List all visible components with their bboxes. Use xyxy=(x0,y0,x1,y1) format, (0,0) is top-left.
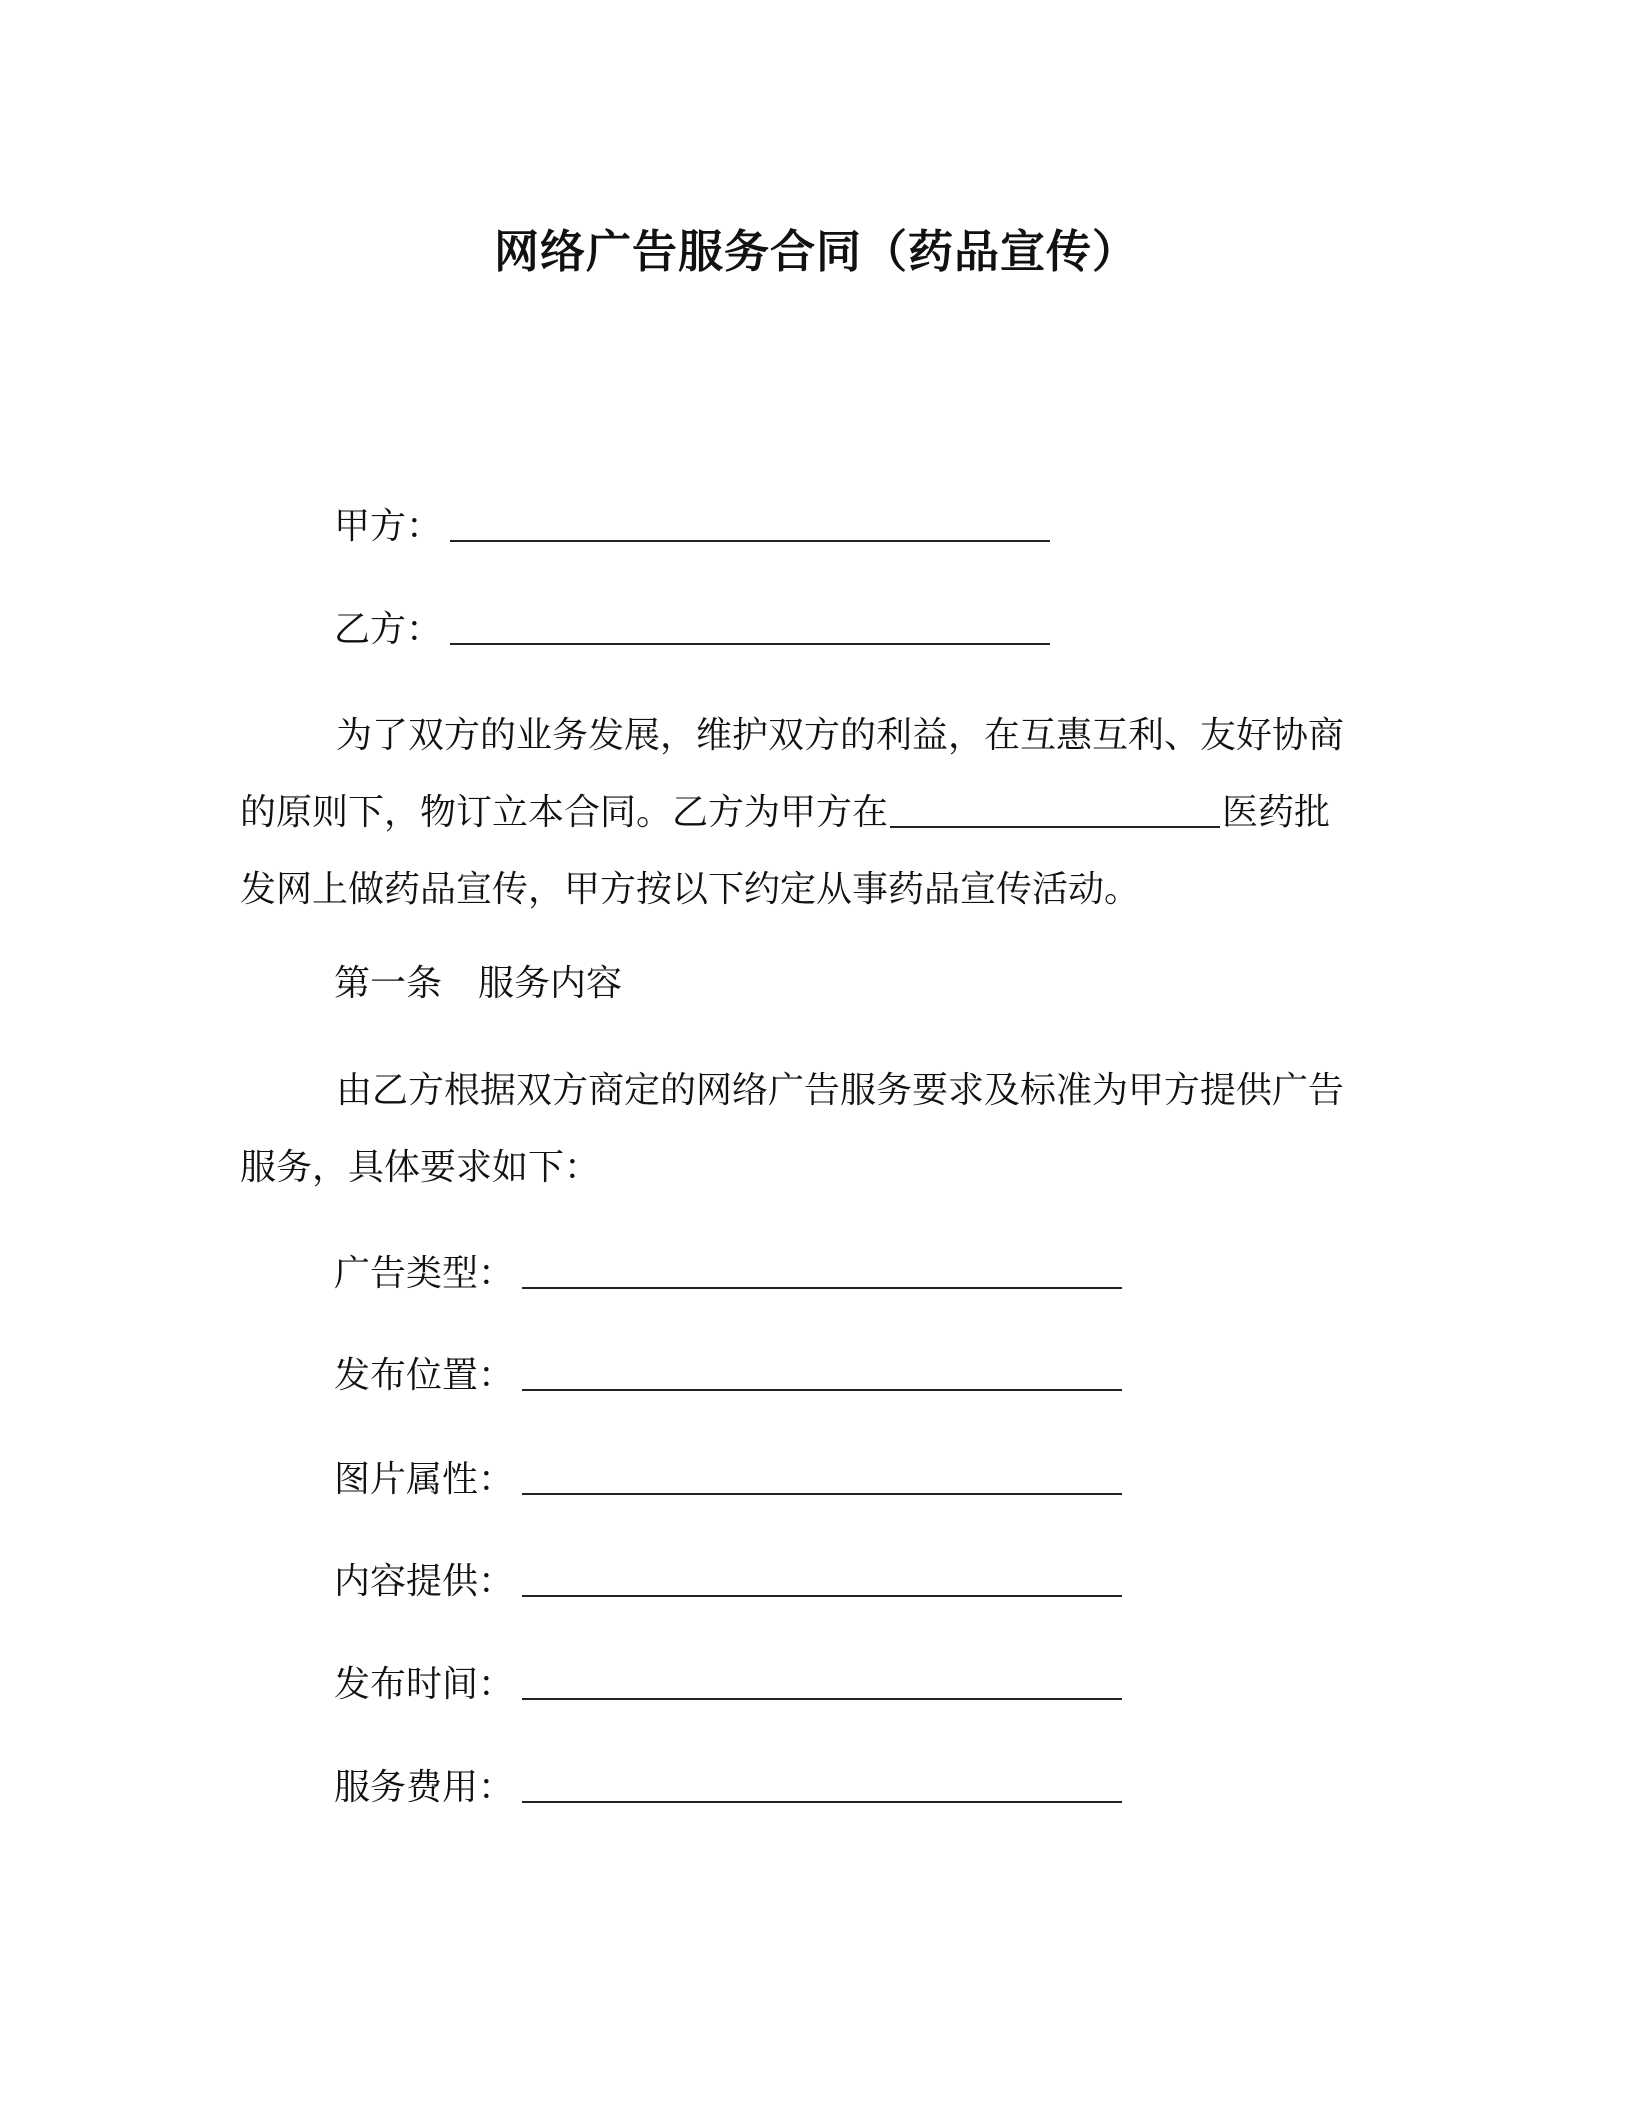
party-b-line xyxy=(334,606,1050,654)
intro-line-2-before: 的原则下，物订立本合同。乙方为甲方在 xyxy=(240,792,889,833)
field-blank[interactable] xyxy=(522,1668,1122,1700)
party-b-label: 乙方： xyxy=(334,609,443,650)
field-label: 图片属性： xyxy=(334,1459,515,1500)
pharma-site-blank[interactable] xyxy=(890,796,1220,828)
field-blank[interactable] xyxy=(522,1771,1122,1803)
field-publish-time xyxy=(334,1661,1122,1709)
article-1-body-line-1: 由乙方根据双方商定的网络广告服务要求及标准为甲方提供广告 xyxy=(336,1070,1345,1111)
intro-line-3: 发网上做药品宣传，甲方按以下约定从事药品宣传活动。 xyxy=(240,869,1141,910)
field-label: 内容提供： xyxy=(334,1561,515,1602)
article-1-body-line-2: 服务，具体要求如下： xyxy=(240,1147,601,1188)
field-blank[interactable] xyxy=(522,1463,1122,1495)
document-title: 网络广告服务合同（药品宣传） xyxy=(493,225,1138,278)
party-a-label: 甲方： xyxy=(334,506,443,547)
field-label: 服务费用： xyxy=(334,1767,515,1808)
field-blank[interactable] xyxy=(522,1359,1122,1391)
field-content-provider xyxy=(334,1558,1122,1606)
field-label: 广告类型： xyxy=(334,1253,515,1294)
party-a-line xyxy=(334,503,1050,551)
field-service-fee xyxy=(334,1764,1122,1812)
party-a-blank[interactable] xyxy=(450,510,1050,542)
field-ad-type xyxy=(334,1250,1122,1298)
field-label: 发布位置： xyxy=(334,1355,515,1396)
field-blank[interactable] xyxy=(522,1565,1122,1597)
intro-line-2-after: 医药批 xyxy=(1222,792,1331,833)
intro-line-2 xyxy=(240,774,1400,851)
intro-line-1: 为了双方的业务发展，维护双方的利益，在互惠互利、友好协商 xyxy=(336,715,1345,756)
article-1-body xyxy=(240,1052,1400,1206)
field-label: 发布时间： xyxy=(334,1664,515,1705)
article-1-heading: 第一条 服务内容 xyxy=(334,963,623,1004)
party-b-blank[interactable] xyxy=(450,613,1050,645)
intro-paragraph xyxy=(240,697,1400,928)
field-placement xyxy=(334,1352,1122,1400)
field-image-properties xyxy=(334,1456,1122,1504)
field-blank[interactable] xyxy=(522,1257,1122,1289)
